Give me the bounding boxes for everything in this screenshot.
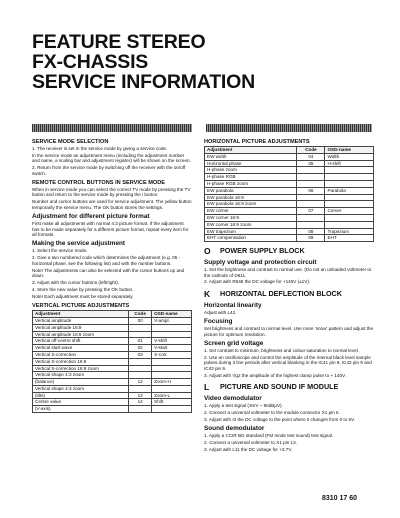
paragraph: 3. Adjust with L11 the DC voltage for +3.7V. (204, 447, 293, 453)
table-cell-code (129, 372, 152, 379)
paragraph: In the service mode an adjustment menu (including the adjustment number and name, a scaling bar and adjustment register) will be shown on the screen. (32, 152, 191, 164)
table-row (205, 153, 374, 160)
table-cell-osd (152, 358, 192, 365)
table-cell-adj: Vertical S-correction 16:9 zoom (33, 365, 129, 372)
table-cell-code (129, 331, 152, 338)
table-row (205, 174, 374, 181)
table-cell-code: 03 (129, 351, 152, 358)
table-cell-adj: (tilts) (33, 392, 129, 399)
table-row (33, 317, 192, 324)
table-cell-adj: Vertical amplitude 16:9 zoom (33, 331, 129, 338)
table-cell-osd (325, 201, 374, 208)
column-header: OSD-name (152, 311, 192, 318)
horizontal-adjustments-table (204, 146, 374, 242)
table-cell-code: 02 (129, 345, 152, 352)
table-cell-code (297, 214, 325, 221)
table-cell-osd (152, 324, 192, 331)
paragraph: 2. Connect a universal voltmeter to X1 pin 13. (204, 440, 297, 446)
table-cell-adj: Vertical shape 4:3 zoom (33, 372, 129, 379)
table-cell-adj: Vertical amplitude (33, 317, 129, 324)
table-cell-adj: Centre value (33, 399, 129, 406)
table-cell-code: 09 (297, 235, 325, 242)
right-column (204, 135, 374, 454)
table-cell-adj: Vertical start wave (33, 345, 129, 352)
table-cell-osd: V-shift (152, 338, 192, 345)
sub-heading: Horizontal linearity (204, 301, 262, 309)
table-cell-osd: V-ampl. (152, 317, 192, 324)
table-cell-code: 12 (129, 379, 152, 386)
table-cell-osd: Zoom-H (152, 379, 192, 386)
table-row (33, 331, 192, 338)
table-cell-adj: H-phase zoom (205, 167, 297, 174)
sub-heading: Focusing (204, 318, 233, 326)
block-title: PICTURE AND SOUND IF MODULE (220, 382, 339, 392)
table-cell-adj: EW parabola 16:9 zoom (205, 201, 297, 208)
table-cell-adj: EW corner 16:9 zoom (205, 221, 297, 228)
block-heading-power (204, 246, 374, 256)
table-cell-code: 08 (297, 228, 325, 235)
table-cell-adj: Vertical off-centre shift (33, 338, 129, 345)
paragraph: 2. Adjust with R648 the DC voltage for +145V (±1V). (204, 279, 311, 285)
paragraph: Note! Each adjustment must be stored separately. (32, 293, 134, 299)
column-header: Adjustment (33, 311, 129, 318)
block-heading-if-module (204, 382, 374, 392)
paragraph: Adjust with L42. (204, 309, 237, 315)
table-row (33, 406, 192, 413)
table-cell-code: 00 (129, 317, 152, 324)
table-cell-adj: EW parabola (205, 187, 297, 194)
table-cell-code: 04 (297, 153, 325, 160)
table-row (33, 324, 192, 331)
document-number: 8310 17 60 (322, 495, 358, 502)
paragraph: 2. Return from the service mode by switching off the receiver with the on/off switch. (32, 165, 186, 176)
table-cell-code (297, 180, 325, 187)
table-row (33, 345, 192, 352)
table-cell-code: 01 (129, 338, 152, 345)
title-line-3: SERVICE INFORMATION (32, 71, 255, 93)
table-row (33, 385, 192, 392)
table-cell-osd: V-start (152, 345, 192, 352)
sub-heading: Sound demodulator (204, 425, 265, 433)
paragraph: Number and cursor buttons are used for service adjustment. The yellow button temporarily the service menu. The OK button stores the settings. (32, 199, 192, 210)
paragraph: 4. Store the new value by pressing the OK button. (32, 286, 134, 292)
table-cell-osd (325, 174, 374, 181)
table-cell-adj: EW trapezium (205, 228, 297, 235)
table-cell-adj: Vertical shape 4:3 zoom (33, 385, 129, 392)
table-row (205, 228, 374, 235)
table-cell-osd (152, 365, 192, 372)
decorative-rule-right (206, 124, 372, 132)
table-row (205, 187, 374, 194)
table-cell-osd: Shift (152, 399, 192, 406)
title-line-2: FX-CHASSIS (32, 51, 149, 73)
sub-heading: Making the service adjustment (32, 240, 126, 248)
table-cell-adj: EW parabola 16:9 (205, 194, 297, 201)
table-cell-osd: Trapezium (325, 228, 374, 235)
table-cell-osd (152, 331, 192, 338)
table-row (33, 399, 192, 406)
table-cell-adj: Vertical S-correction 16:9 (33, 358, 129, 365)
block-title: POWER SUPPLY BLOCK (220, 246, 305, 256)
paragraph: 1. Set contrast to minimum, brightness and colour saturation to normal level. (204, 348, 359, 354)
paragraph: 1. Select the service mode. (32, 248, 88, 254)
section-heading: VERTICAL PICTURE ADJUSTMENTS (32, 303, 130, 310)
table-cell-osd: Width (325, 153, 374, 160)
table-row (33, 358, 192, 365)
table-cell-adj: (balance) (33, 379, 129, 386)
table-cell-code: 06 (297, 187, 325, 194)
table-cell-code (297, 174, 325, 181)
table-cell-code (129, 324, 152, 331)
paragraph: 3. Adjust with the cursor buttons (left/right). (32, 279, 120, 285)
section-heading: REMOTE CONTROL BUTTONS IN SERVICE MODE (32, 180, 166, 187)
table-row (205, 201, 374, 208)
table-cell-adj: (V-axis) (33, 406, 129, 413)
table-cell-osd: S-corr. (152, 351, 192, 358)
table-cell-adj: Vertical amplitude 16:9 (33, 324, 129, 331)
table-cell-osd (325, 221, 374, 228)
paragraph: 1. Apply a test signal (3mV ~ 80dBμV). (204, 403, 283, 409)
table-cell-osd (325, 180, 374, 187)
table-cell-osd: Zoom-L (152, 392, 192, 399)
table-cell-code (297, 201, 325, 208)
table-row (33, 365, 192, 372)
table-cell-code: 14 (129, 399, 152, 406)
sub-heading: Video demodulator (204, 395, 262, 403)
table-cell-code (129, 385, 152, 392)
table-cell-osd (325, 194, 374, 201)
paragraph: When in service mode you can select the correct TV mode by pressing the TV button and return to the service mode by pressing the i button. (32, 187, 191, 198)
column-header: OSD-name (325, 147, 374, 154)
table-cell-code (297, 194, 325, 201)
table-row (205, 208, 374, 215)
table-cell-osd: H-shift (325, 160, 374, 167)
block-letter: O (204, 246, 211, 257)
paragraph: 2. Use an oscilloscope and control the amplitude of the internal black level sample pulses during 3 line periods after vertical blanking in the IC41 pin 9, IC42 pin 9 and IC43 pin 9. (204, 355, 372, 371)
section-heading: HORIZONTAL PICTURE ADJUSTMENTS (204, 139, 310, 145)
paragraph: 2. Give a two numbered code which determines the adjustment (e.g. 05 - horizontal phase, see the following list) and with the number buttons. (32, 255, 181, 266)
table-cell-code: 13 (129, 392, 152, 399)
sub-heading: Adjustment for different picture format (32, 213, 150, 221)
table-row (33, 338, 192, 345)
document-title (32, 32, 255, 92)
table-row (205, 167, 374, 174)
table-cell-adj: EHT compensation (205, 235, 297, 242)
paragraph: Set brightness and contrast to normal level. Use more 'snow' pattern and adjust the picture for optimum resolution. (204, 326, 374, 337)
paragraph: 1. Apply a CCIR BG standard (FM mode test sound) test signal. (204, 433, 334, 439)
table-cell-code: 05 (297, 160, 325, 167)
table-row (205, 160, 374, 167)
table-row (205, 214, 374, 221)
table-cell-adj: H-phase RGB zoom (205, 180, 297, 187)
table-row (33, 392, 192, 399)
left-column (32, 135, 192, 413)
table-row (33, 351, 192, 358)
decorative-rule-left (32, 124, 192, 132)
table-cell-osd (152, 406, 192, 413)
paragraph: 3. Adjust with I3 the DC voltage to the point where it changes from 0 to 5V. (204, 416, 356, 422)
table-cell-code (129, 406, 152, 413)
table-cell-osd (152, 385, 192, 392)
vertical-adjustments-table (32, 310, 192, 413)
table-cell-osd (152, 372, 192, 379)
table-cell-osd: Corner (325, 208, 374, 215)
paragraph: First make all adjustments with normal 4:3 picture format. If the adjustment has to be made separately for a different picture format, repeat every item for all formats. (32, 221, 189, 237)
column-header: Code (297, 147, 325, 154)
table-cell-osd: Parabola (325, 187, 374, 194)
column-header: Adjustment (205, 147, 297, 154)
paragraph: Note! The adjustments can also be selected with the cursor buttons up and down. (32, 267, 185, 278)
paragraph: 1. The receiver is set in the service mode by giving a service code. (32, 146, 168, 151)
sub-heading: Screen grid voltage (204, 340, 264, 348)
table-cell-adj: Vertical S-correction (33, 351, 129, 358)
paragraph: 2. Connect a universal voltmeter to the module connector X1 pin 6. (204, 410, 340, 416)
title-line-1: FEATURE STEREO (32, 31, 206, 53)
table-row (33, 379, 192, 386)
section-heading: SERVICE MODE SELECTION (32, 139, 109, 145)
table-row (205, 194, 374, 201)
table-cell-adj: Horizontal phase (205, 160, 297, 167)
block-title: HORIZONTAL DEFLECTION BLOCK (220, 288, 342, 298)
table-cell-code (297, 167, 325, 174)
table-row (205, 180, 374, 187)
table-cell-osd: EHT (325, 235, 374, 242)
block-letter: K (204, 288, 211, 299)
table-cell-code (129, 358, 152, 365)
table-row (33, 372, 192, 379)
table-cell-code (129, 365, 152, 372)
table-cell-adj: EW width (205, 153, 297, 160)
table-row (205, 235, 374, 242)
table-cell-osd (325, 167, 374, 174)
paragraph: 3. Adjust with Vg2 the amplitude of the highest clamp pulse to + 140V. (204, 372, 346, 378)
table-cell-adj: EW corner 16:9 (205, 214, 297, 221)
table-cell-code: 07 (297, 208, 325, 215)
table-cell-adj: EW corner (205, 208, 297, 215)
block-letter: L (204, 382, 210, 393)
column-header: Code (129, 311, 152, 318)
table-cell-code (297, 221, 325, 228)
table-cell-adj: H-phase RGB (205, 174, 297, 181)
sub-heading: Supply voltage and protection circuit (204, 259, 317, 267)
paragraph: 1. Set the brightness and contrast to normal use. (Do not an unloaded voltmeter to the cathode of D611. (204, 267, 372, 278)
block-heading-deflection (204, 289, 374, 299)
table-cell-osd (325, 214, 374, 221)
table-row (205, 221, 374, 228)
